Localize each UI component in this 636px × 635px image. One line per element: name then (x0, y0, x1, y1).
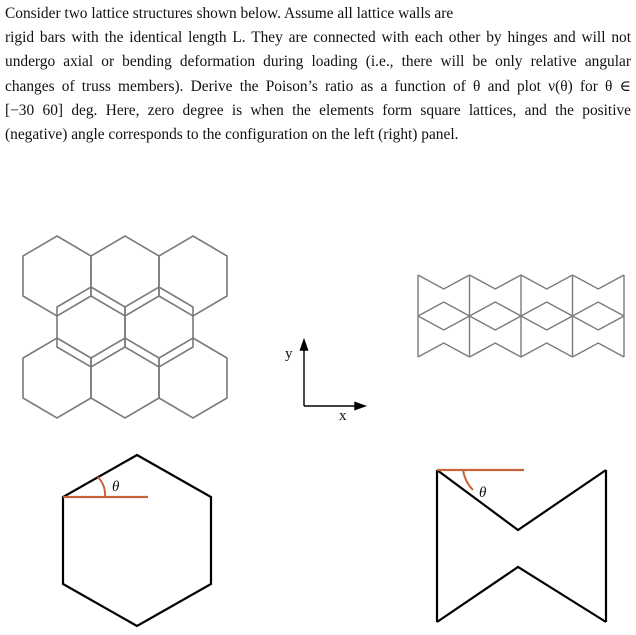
honeycomb-cell (125, 287, 193, 367)
honeycomb-cell (91, 338, 159, 418)
reentrant-cell (418, 275, 470, 316)
honeycomb-cell (23, 338, 91, 418)
hexagon-unit-cell (63, 455, 211, 626)
honeycomb-cell (159, 236, 227, 316)
reentrant-cell-bottom (437, 567, 606, 622)
problem-line-6: (negative) angle corresponds to the configuration on the left (right) panel. (5, 126, 459, 144)
angle-arc-left (98, 477, 105, 497)
angle-label-right: θ (479, 485, 487, 501)
x-axis-arrowhead (355, 403, 365, 410)
problem-line-3: undergo axial or bending deformation during loading (i.e., there will be only relative angular (5, 53, 631, 71)
coordinate-axes (301, 340, 366, 410)
reentrant-cell (470, 316, 522, 357)
problem-line-4: changes of truss members). Derive the Poison’s ratio as a function of θ and plot ν(θ) for θ ∈ (5, 77, 631, 95)
reentrant-cell (521, 275, 573, 316)
reentrant-cell (573, 316, 625, 357)
angle-label-left: θ (112, 479, 120, 495)
reentrant-cell (573, 275, 625, 316)
x-axis-label: x (339, 408, 347, 424)
y-axis-label: y (285, 346, 293, 362)
problem-line-1: Consider two lattice structures shown below. Assume all lattice walls are (5, 5, 454, 22)
reentrant-lattice (418, 275, 624, 357)
reentrant-cell-top (437, 470, 606, 530)
reentrant-cell (418, 316, 470, 357)
honeycomb-cell (23, 236, 91, 316)
honeycomb-cell (57, 287, 125, 367)
problem-line-2: rigid bars with the identical length L. They are connected with each other by hinges and will not (5, 29, 631, 47)
honeycomb-lattice (23, 236, 227, 418)
angle-arc-right (463, 470, 473, 490)
reentrant-cell (470, 275, 522, 316)
honeycomb-cell (159, 338, 227, 418)
problem-line-5: [−30 60] deg. Here, zero degree is when the elements form square lattices, and the positive (5, 101, 631, 119)
reentrant-cell (521, 316, 573, 357)
y-axis-arrowhead (301, 340, 308, 350)
honeycomb-cell (91, 236, 159, 316)
